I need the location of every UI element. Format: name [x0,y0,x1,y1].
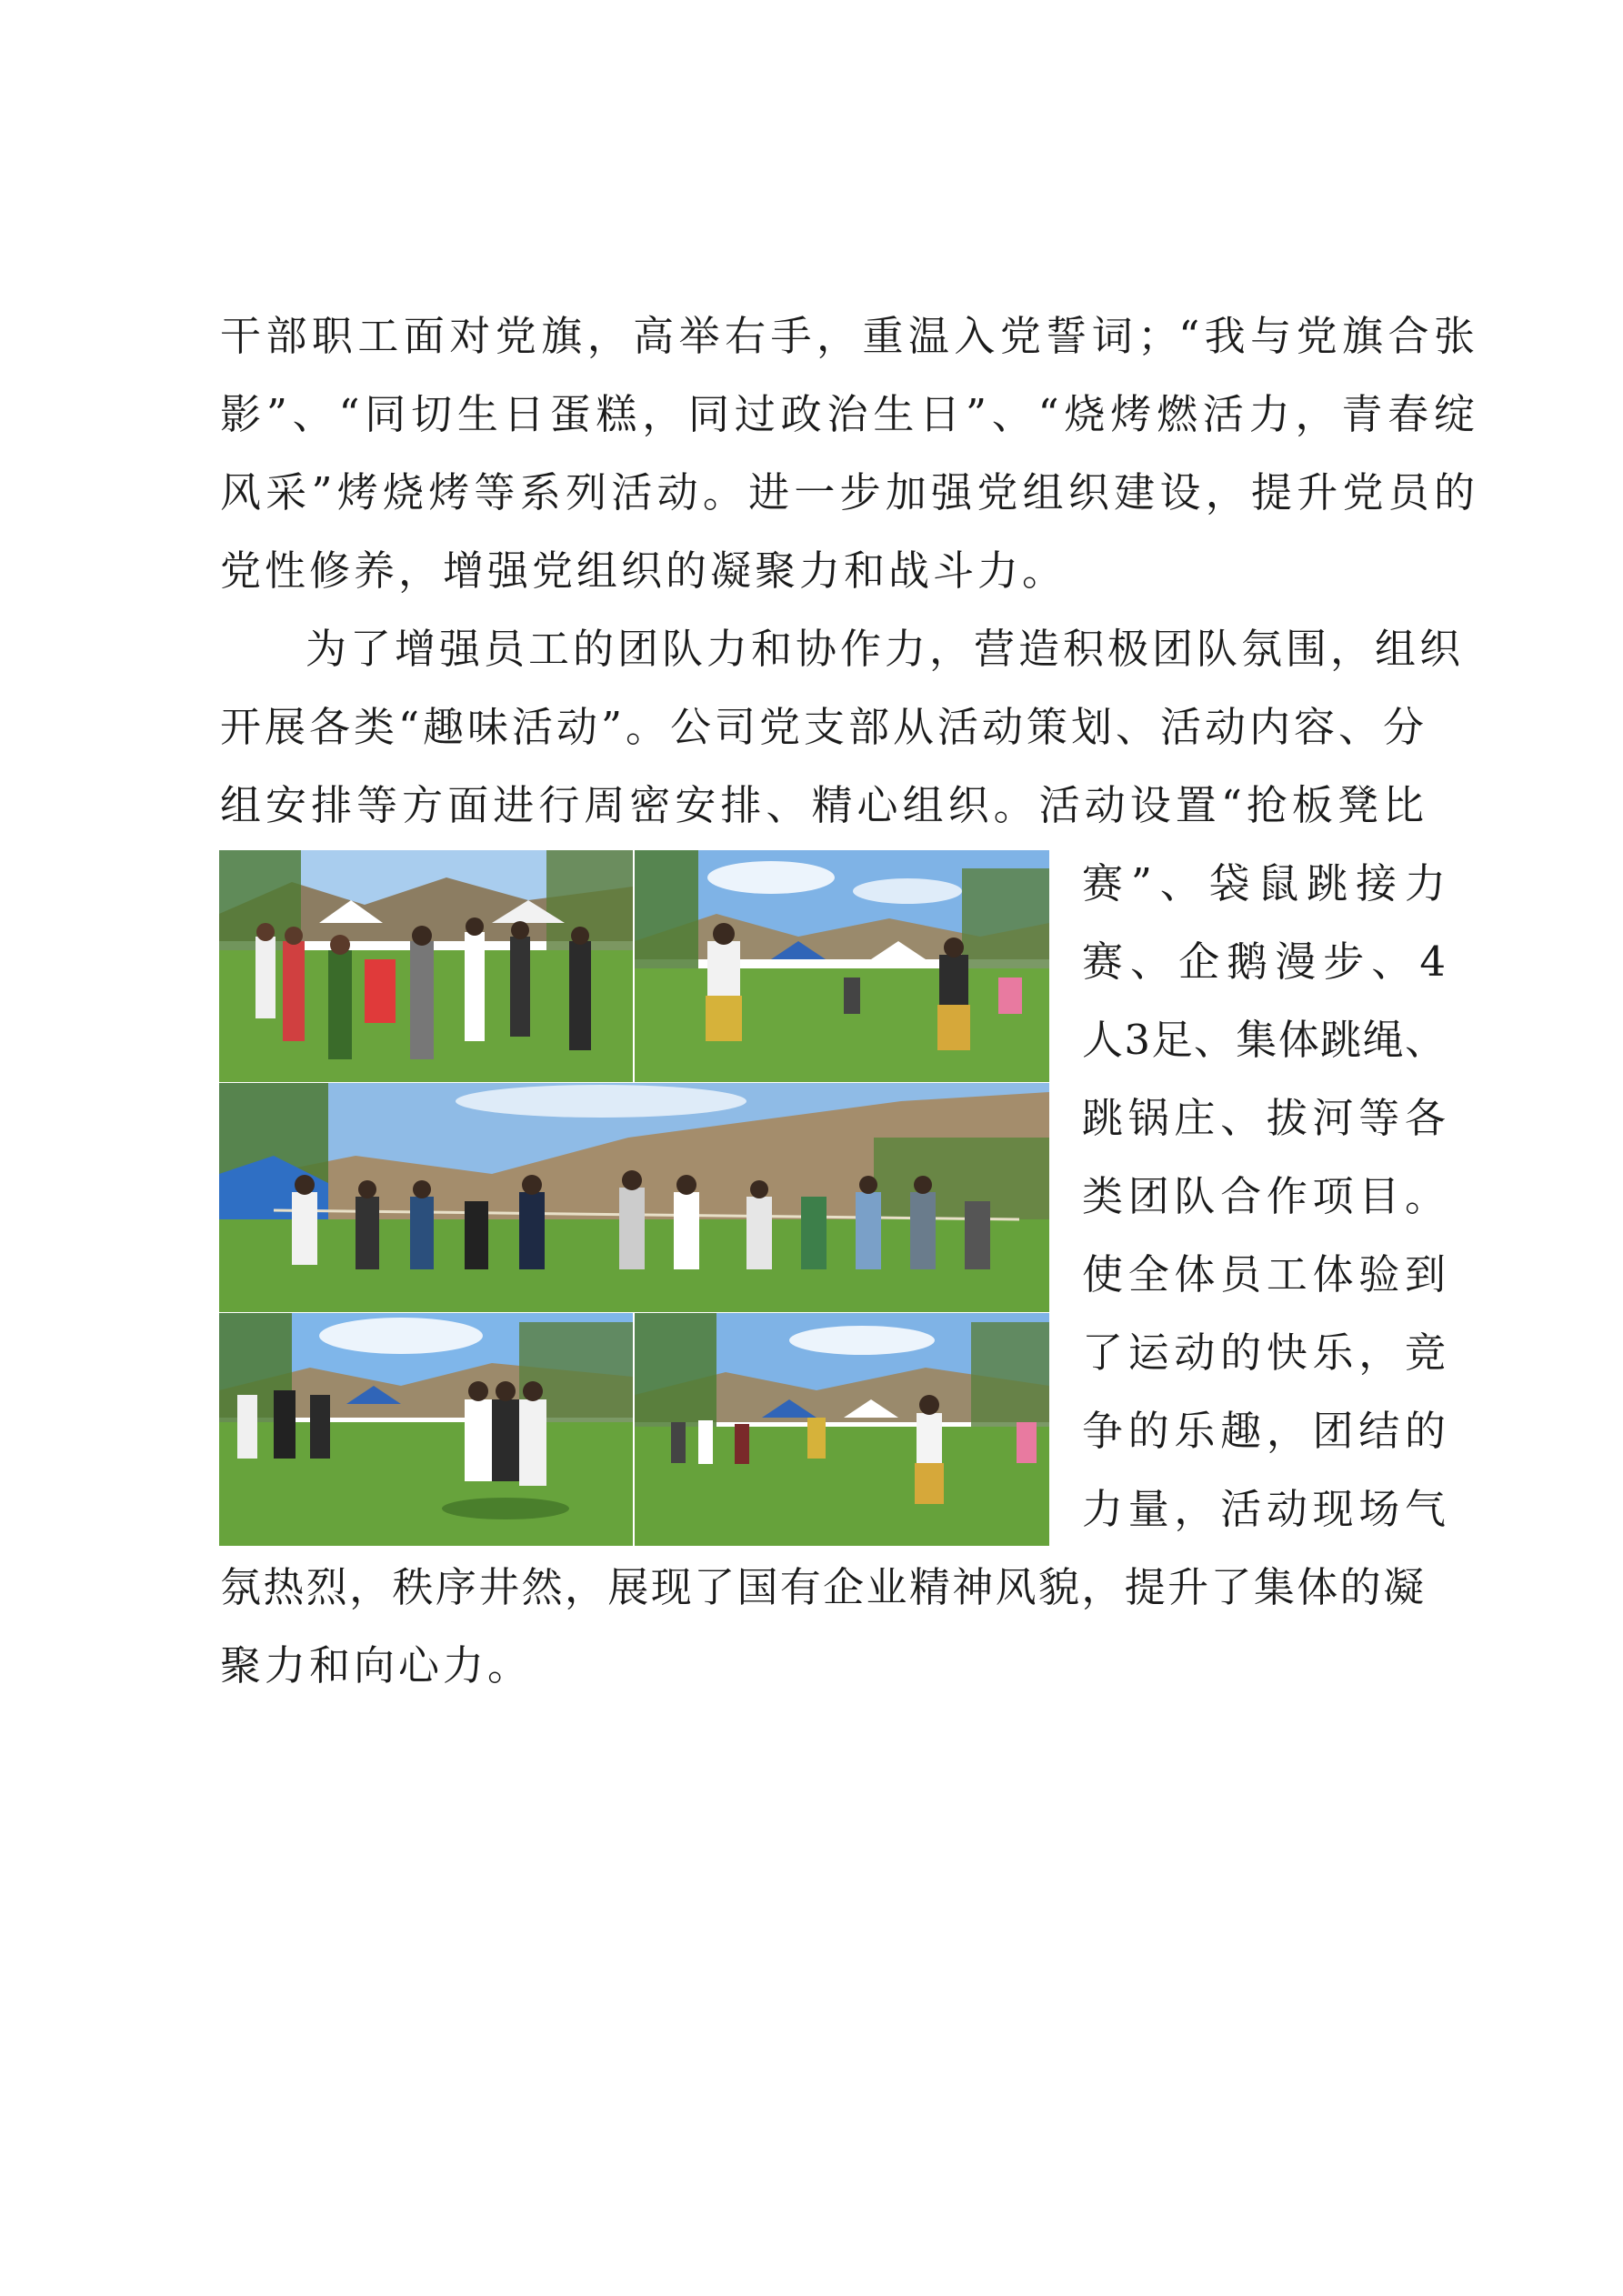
text-line: 聚力和向心力。 [220,1641,533,1689]
text-line: 组安排等方面进行周密安排、精心组织。活动设置“抢板凳比 [220,781,1424,829]
text-line: 力量，活动现场气 [1082,1485,1446,1533]
photo-sack-race-2 [635,1313,1049,1546]
text-line: 为了增强员工的团队力和协作力，营造积极团队氛围，组织 [306,625,1465,673]
text-line: 了运动的快乐，竞 [1082,1328,1446,1377]
text-line: 跳锅庄、拔河等各 [1082,1094,1446,1142]
text-line: 人3足、集体跳绳、 [1082,1016,1446,1064]
photo-three-legged [219,1313,633,1546]
text-line: 党性修养，增强党组织的凝聚力和战斗力。 [220,546,1067,595]
photo-tug-of-war [219,1083,1049,1312]
text-line: 类团队合作项目。 [1082,1172,1446,1220]
text-line: 影”、“同切生日蛋糕，同过政治生日”、“烧烤燃活力，青春绽 [220,390,1475,438]
text-line: 干部职工面对党旗，高举右手，重温入党誓词；“我与党旗合张 [220,312,1475,360]
text-line: 争的乐趣，团结的 [1082,1407,1446,1455]
text-line: 风采”烤烧烤等系列活动。进一步加强党组织建设，提升党员的 [220,468,1475,516]
text-line: 使全体员工体验到 [1082,1250,1446,1298]
text-line: 赛”、袋鼠跳接力 [1082,859,1446,907]
text-line: 赛、企鹅漫步、4 [1082,937,1446,986]
text-line: 开展各类“趣味活动”。公司党支部从活动策划、活动内容、分 [220,703,1424,751]
photo-sack-race [635,850,1049,1082]
text-line: 氛热烈，秩序井然，展现了国有企业精神风貌，提升了集体的凝 [220,1563,1424,1611]
photo-chair-game [219,850,633,1082]
